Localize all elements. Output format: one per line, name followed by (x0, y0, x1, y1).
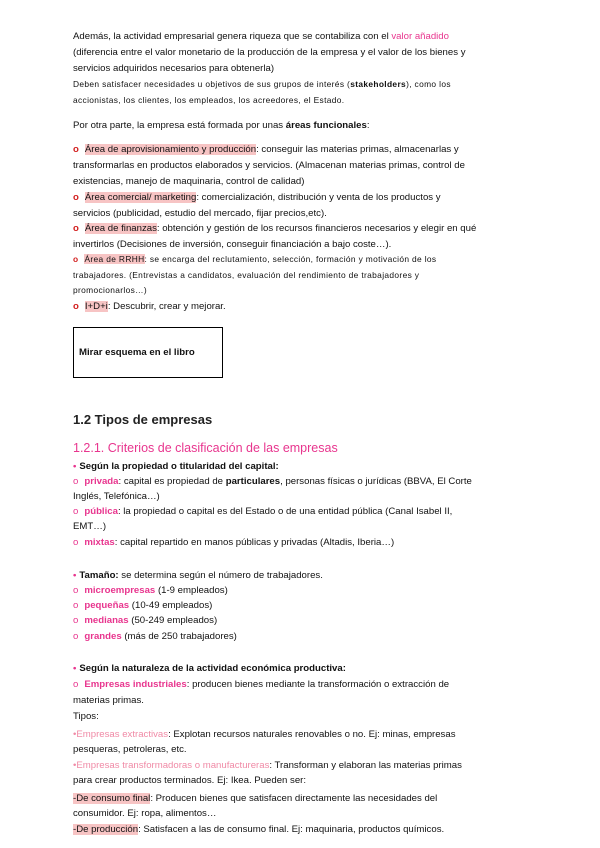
propiedad-mixtas (73, 535, 540, 551)
tamano-micro (73, 583, 540, 599)
list-bullet: o (73, 476, 79, 487)
list-bullet: o (73, 615, 79, 626)
term: -De consumo final (73, 793, 151, 804)
text: Según la naturaleza de la actividad económica productiva: (79, 663, 346, 674)
text: : Transforman y elaboran las materias primas (269, 760, 462, 771)
text: : capital repartido en manos públicas y privadas (Altadis, Iberia…) (114, 537, 395, 548)
term: grandes (84, 631, 122, 642)
tipo-transformadoras (73, 758, 540, 774)
text: , personas físicas o jurídicas (BBVA, El Corte (280, 476, 472, 487)
propiedad-privada-line-2: Inglés, Telefónica…) (73, 491, 160, 502)
area-finanzas (73, 221, 540, 237)
text: (más de 250 trabajadores) (121, 631, 237, 642)
term: -De producción (73, 824, 139, 835)
list-bullet: o (73, 192, 79, 203)
text: Deben satisfacer necesidades u objetivos de sus grupos de interés ( (73, 79, 351, 89)
text: : (366, 120, 370, 131)
area-produccion-line-2: transformarlas en productos elaborados y servicios. (Almacenan materias primas, control de (73, 160, 465, 171)
bullet-dot: • (73, 663, 77, 674)
area-finanzas-line-2: invertirlos (Decisiones de inversión, conseguir financiación a bajo coste…). (73, 239, 392, 250)
naturaleza-title (73, 661, 540, 677)
propiedad-publica (73, 504, 540, 520)
area-title: Área de finanzas (84, 223, 157, 234)
text: : comercialización, distribución y venta de los productos y (196, 192, 441, 203)
propiedad-publica-line-2: EMT…) (73, 521, 107, 532)
intro-line-2: (diferencia entre el valor monetario de la producción de la empresa y el valor de los bienes y (73, 47, 466, 58)
bullet-dot: • (73, 461, 77, 472)
intro-line-3: servicios adquiridos necesarios para obtenerla) (73, 63, 275, 74)
list-bullet: o (73, 223, 79, 234)
tamano-title (73, 568, 540, 584)
tipo-extractivas (73, 727, 540, 743)
text: : se encarga del reclutamiento, selección, formación y motivación de los (144, 254, 437, 264)
text: : Descubrir, crear y mejorar. (107, 301, 226, 312)
text: Según la propiedad o titularidad del capital: (79, 461, 279, 472)
tipo-extractivas-line-2: pesqueras, petroleras, etc. (73, 744, 187, 755)
text: (1-9 empleados) (155, 585, 228, 596)
naturaleza-industriales-line-2: materias primas. (73, 695, 144, 706)
text: Tamaño: (79, 570, 119, 581)
area-title: Área de RRHH (84, 254, 145, 264)
area-comercial (73, 190, 540, 206)
bullet-dot: • (73, 570, 77, 581)
tipo-consumo-final-line-2: consumidor. Ej: ropa, alimentos… (73, 808, 217, 819)
list-bullet: o (73, 254, 79, 264)
area-rrhh-line-3: promocionarlos…) (73, 285, 148, 295)
tamano-medianas (73, 613, 540, 629)
term: pública (84, 506, 118, 517)
area-title: Área comercial/ marketing (84, 192, 197, 203)
term: microempresas (84, 585, 156, 596)
note-box (73, 327, 223, 378)
naturaleza-industriales (73, 677, 540, 693)
stakeholders-term: stakeholders (350, 79, 407, 89)
term: •Empresas extractivas (73, 729, 169, 740)
intro-line-5: accionistas, los clientes, los empleados, los acreedores, el Estado. (73, 95, 345, 105)
text: : Satisfacen a las de consumo final. Ej: maquinaria, productos químicos. (138, 824, 445, 835)
area-title: I+D+i (84, 301, 108, 312)
subsection-title: 1.2.1. Criterios de clasificación de las empresas (73, 441, 338, 455)
tipo-transformadoras-line-2: para crear productos terminados. Ej: Ikea. Pueden ser: (73, 775, 307, 786)
list-bullet: o (73, 301, 79, 312)
areas-intro (73, 118, 540, 134)
term: mixtas (84, 537, 115, 548)
term: •Empresas transformadoras o manufactureras (73, 760, 270, 771)
text: : obtención y gestión de los recursos financieros necesarios y elegir en qué (156, 223, 477, 234)
term: Empresas industriales (84, 679, 187, 690)
areas-funcionales-term: áreas funcionales (285, 120, 367, 131)
text: : Producen bienes que satisfacen directamente las necesidades del (150, 793, 438, 804)
list-bullet: o (73, 537, 79, 548)
text: se determina según el número de trabajadores. (118, 570, 323, 581)
text: ), como los (406, 79, 451, 89)
term: pequeñas (84, 600, 130, 611)
term: medianas (84, 615, 129, 626)
text: Por otra parte, la empresa está formada por unas (73, 120, 286, 131)
list-bullet: o (73, 144, 79, 155)
tamano-grandes (73, 629, 540, 645)
text: (10-49 empleados) (129, 600, 213, 611)
text: particulares (225, 476, 281, 487)
text: : capital es propiedad de (118, 476, 226, 487)
tipo-consumo-final (73, 791, 540, 807)
list-bullet: o (73, 679, 79, 690)
propiedad-title (73, 459, 540, 475)
list-bullet: o (73, 600, 79, 611)
list-bullet: o (73, 631, 79, 642)
text: : Explotan recursos naturales renovables o no. Ej: minas, empresas (168, 729, 456, 740)
term: privada (84, 476, 119, 487)
tipos-label: Tipos: (73, 711, 99, 722)
area-produccion-line-3: existencias, manejo de maquinaria, control de calidad) (73, 176, 305, 187)
area-title: Área de aprovisionamiento y producción (84, 144, 257, 155)
tamano-pequenas (73, 598, 540, 614)
text: : conseguir las materias primas, almacenarlas y (256, 144, 459, 155)
valor-anadido-term: valor añadido (391, 31, 449, 42)
text: : la propiedad o capital es del Estado o de una entidad pública (Canal Isabel II, (117, 506, 453, 517)
area-produccion (73, 142, 540, 158)
section-title: 1.2 Tipos de empresas (73, 412, 213, 427)
list-bullet: o (73, 585, 79, 596)
list-bullet: o (73, 506, 79, 517)
text: (50-249 empleados) (128, 615, 218, 626)
area-comercial-line-2: servicios (publicidad, estudio del mercado, fijar precios,etc). (73, 208, 327, 219)
area-rrhh (73, 252, 540, 268)
tipo-produccion (73, 822, 540, 838)
note-box-label: Mirar esquema en el libro (79, 347, 195, 358)
intro-line-1 (73, 29, 540, 45)
area-rrhh-line-2: trabajadores. (Entrevistas a candidatos, evaluación del rendimiento de trabajadores y (73, 270, 420, 280)
text: Además, la actividad empresarial genera riqueza que se contabiliza con el (73, 31, 392, 42)
propiedad-privada (73, 474, 540, 490)
area-idi (73, 299, 540, 315)
intro-line-4 (73, 77, 540, 93)
text: : producen bienes mediante la transformación o extracción de (186, 679, 450, 690)
